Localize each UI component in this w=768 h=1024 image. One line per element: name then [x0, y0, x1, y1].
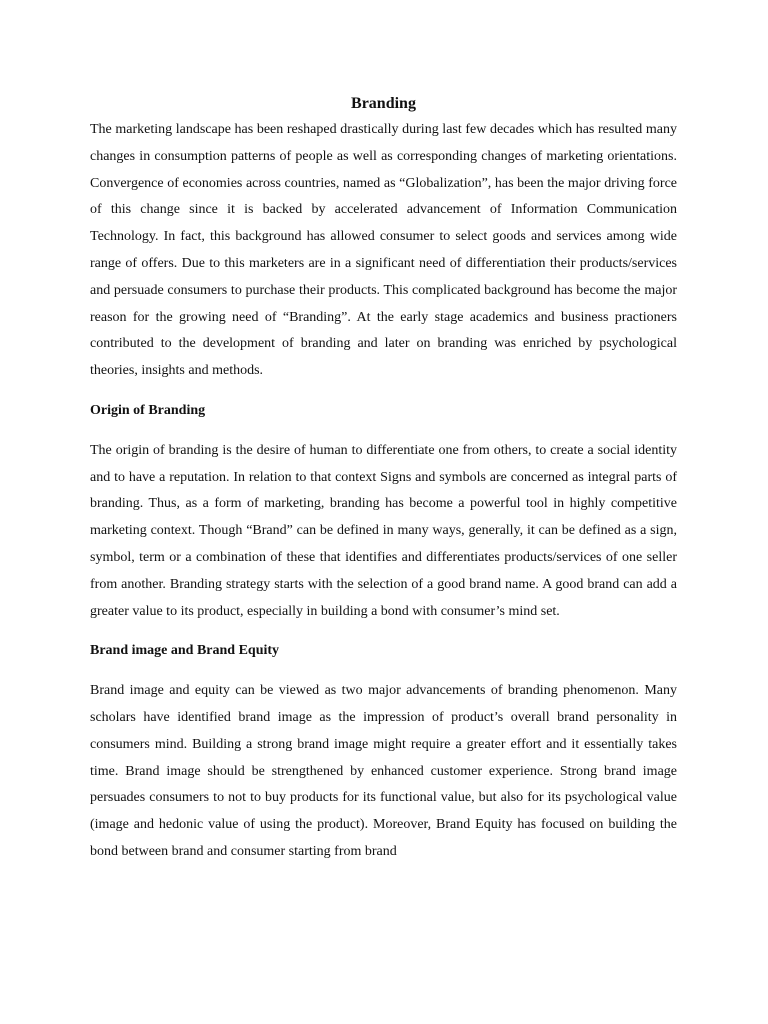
document-body	[90, 90, 677, 866]
origin-paragraph: The origin of branding is the desire of human to differentiate one from others, to create a social identity and to have a reputation. In relation to that context Signs and symbols are concerned as integral parts of branding. Thus, as a form of marketing, branding has become a powerful tool in highly competitive marketing context. Though “Brand” can be defined in many ways, generally, it can be defined as a sign, symbol, term or a combination of these that identifies and differentiates products/services of one seller from another. Branding strategy starts with the selection of a good brand name. A good brand can add a greater value to its product, especially in building a bond with consumer’s mind set.	[90, 442, 677, 619]
intro-paragraph: The marketing landscape has been reshaped drastically during last few decades which has resulted many changes in consumption patterns of people as well as corresponding changes of marketing orientations. Convergence of economies across countries, named as “Globalization”, has been the major driving force of this change since it is backed by accelerated advancement of Information Communication Technology. In fact, this background has allowed consumer to select goods and services among wide range of offers. Due to this marketers are in a significant need of differentiation their products/services and persuade consumers to purchase their products. This complicated background has become the major reason for the growing need of “Branding”. At the early stage academics and business practioners contributed to the development of branding and later on branding was enriched by psychological theories, insights and methods.	[90, 122, 677, 379]
brand-image-paragraph: Brand image and equity can be viewed as two major advancements of branding phenomenon. Many scholars have identified brand image as the impression of product’s overall brand personality in consumers mind. Building a strong brand image might require a greater effort and it essentially takes time. Brand image should be strengthened by enhanced customer experience. Strong brand image persuades consumers to not to buy products for its functional value, but also for its psychological value (image and hedonic value of using the product). Moreover, Brand Equity has focused on building the bond between brand and consumer starting from brand	[90, 683, 677, 859]
page-title: Branding	[351, 95, 416, 112]
section-heading-brand-image: Brand image and Brand Equity	[90, 643, 280, 659]
section-heading-origin: Origin of Branding	[90, 402, 206, 418]
